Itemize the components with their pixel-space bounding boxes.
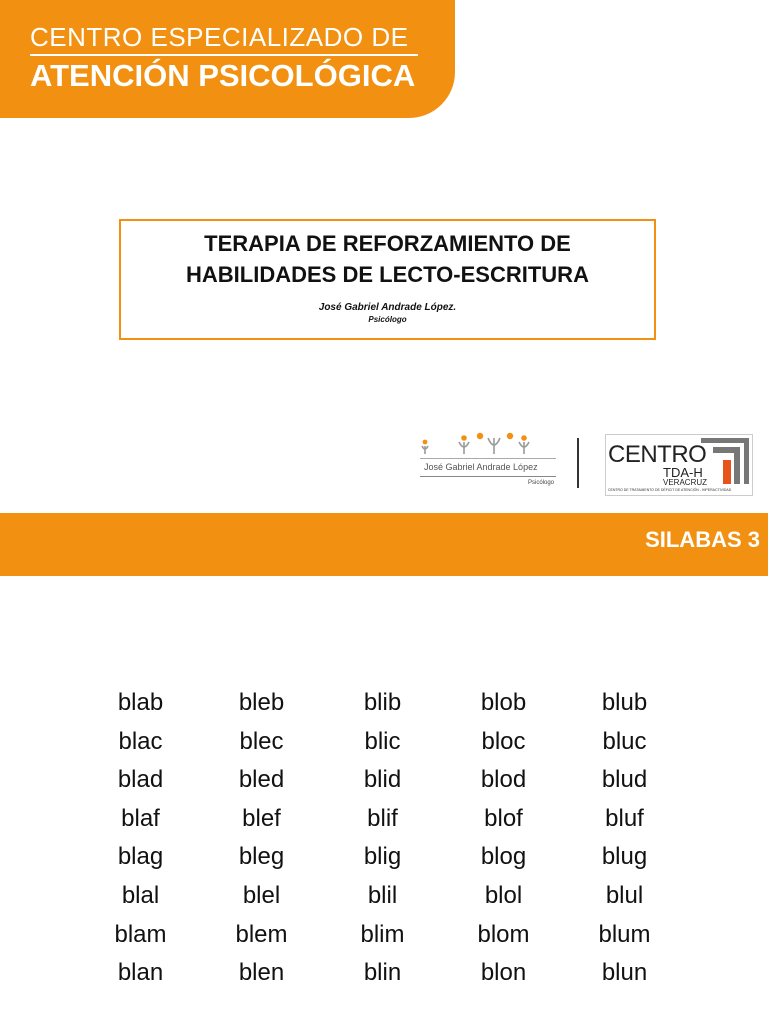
logo-centro-text: CENTRO: [608, 441, 707, 468]
document-title: [121, 228, 654, 290]
syllable-cell: blal: [121, 881, 160, 909]
syllable-cell: blog: [480, 843, 527, 871]
syllable-cell: bluc: [602, 727, 647, 755]
syllable-cell: blel: [242, 881, 281, 909]
syllable-cell: blag: [117, 843, 164, 871]
syllable-cell: blin: [363, 959, 402, 987]
syllable-cell: blug: [601, 843, 648, 871]
author-name: José Gabriel Andrade López.: [318, 302, 457, 313]
syllable-cell: blec: [239, 727, 284, 755]
syllable-cell: blam: [114, 920, 167, 948]
header-title-line1: CENTRO ESPECIALIZADO DE: [30, 22, 409, 52]
header-divider: [30, 54, 418, 56]
centro-tdah-logo: [605, 434, 753, 496]
syllable-cell: blul: [605, 881, 644, 909]
syllable-cell: blac: [118, 727, 163, 755]
syllable-cell: blem: [235, 920, 288, 948]
syllable-cell: blub: [601, 689, 648, 716]
header-title-line2: ATENCIÓN PSICOLÓGICA: [30, 58, 416, 93]
logo-separator: [577, 438, 579, 488]
syllable-cell: blon: [480, 959, 527, 987]
logo-subtitle: CENTRO DE TRATAMIENTO DE DÉFICIT DE ATENCIÓN - HIPERACTIVIDAD: [608, 488, 732, 492]
syllable-cell: blef: [242, 804, 281, 832]
syllable-cell: blob: [480, 689, 527, 716]
syllable-cell: bleg: [238, 843, 285, 871]
logo-tdah-text: TDA-H: [663, 465, 703, 480]
syllable-cell: bled: [238, 766, 285, 794]
logo-name: José Gabriel Andrade López: [424, 462, 538, 472]
title-box: [119, 219, 656, 340]
syllable-cell: blol: [484, 881, 523, 909]
section-bar: [0, 513, 768, 576]
syllable-cell: blun: [601, 959, 648, 987]
syllable-cell: blid: [363, 766, 402, 794]
syllable-cell: blan: [117, 959, 164, 987]
syllable-grid: [80, 684, 685, 993]
syllable-cell: blad: [117, 766, 164, 794]
logo-veracruz-text: VERACRUZ: [663, 478, 708, 487]
syllable-cell: blen: [238, 959, 285, 987]
syllable-cell: blim: [360, 920, 405, 948]
title-line1: TERAPIA DE REFORZAMIENTO DE: [204, 231, 571, 256]
syllable-cell: blif: [367, 804, 398, 832]
syllable-cell: blof: [484, 804, 523, 832]
psi-symbols-logo-icon: [420, 432, 556, 458]
syllable-cell: blom: [477, 920, 530, 948]
title-line2: HABILIDADES DE LECTO-ESCRITURA: [186, 262, 589, 287]
logo-divider: [420, 476, 556, 477]
logo-role: Psicólogo: [527, 480, 554, 486]
logo-divider: [420, 458, 556, 459]
syllable-cell: blaf: [121, 804, 160, 832]
syllable-cell: blig: [363, 843, 402, 871]
syllable-cell: blib: [363, 689, 402, 716]
syllable-cell: blud: [601, 766, 648, 794]
syllable-cell: bleb: [238, 689, 285, 716]
psychologist-logo: [420, 432, 558, 490]
syllable-cell: blic: [364, 727, 401, 755]
syllable-cell: blab: [117, 689, 164, 716]
syllable-cell: bluf: [605, 804, 644, 832]
syllable-cell: bloc: [481, 727, 526, 755]
author-role: Psicólogo: [368, 315, 407, 324]
syllable-cell: blil: [367, 881, 398, 909]
syllable-cell: blum: [598, 920, 651, 948]
syllable-cell: blod: [480, 766, 527, 794]
header-banner: [0, 0, 455, 118]
section-label: SILABAS 3: [645, 527, 760, 552]
